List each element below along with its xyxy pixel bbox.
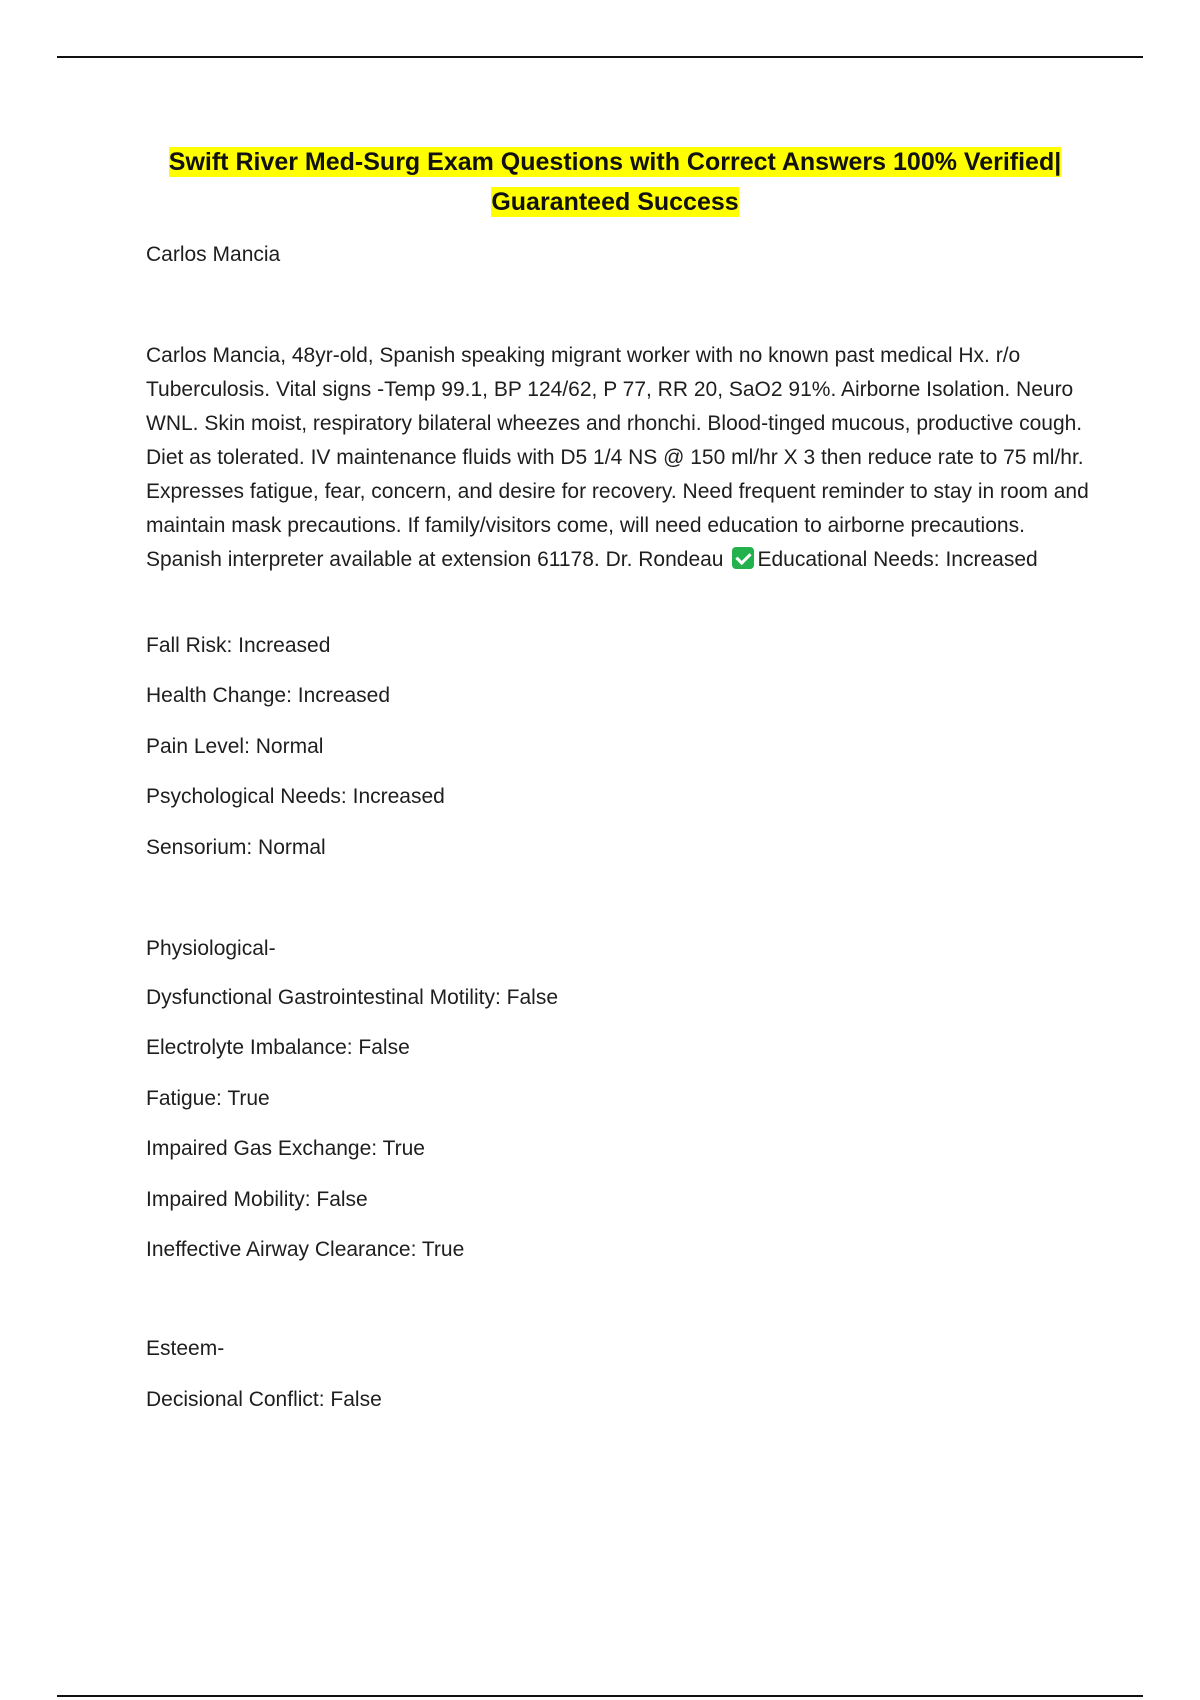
physiological-item: Ineffective Airway Clearance: True	[146, 1238, 465, 1261]
need-item: Psychological Needs: Increased	[146, 785, 445, 808]
physiological-item: Dysfunctional Gastrointestinal Motility: False	[146, 986, 558, 1009]
answer-educational-needs: Educational Needs: Increased	[757, 548, 1038, 571]
document-title	[120, 142, 1110, 222]
green-check-icon	[732, 547, 754, 569]
patient-name: Carlos Mancia	[146, 243, 281, 266]
need-item: Pain Level: Normal	[146, 735, 324, 758]
title-line-2: Guaranteed Success	[491, 188, 739, 216]
case-description-text: Carlos Mancia, 48yr-old, Spanish speaking migrant worker with no known past medical Hx. r/o Tuberculosis. Vital signs -Temp 99.1, BP 124/62, P 77, RR 20, SaO2 91%. Airborne Isolation. Neuro WNL. Skin moist, respiratory bilateral wheezes and rhonchi. Blood-tinged mucous, productive cough. Diet as tolerated. IV maintenance fluids with D5 1/4 NS @ 150 ml/hr X 3 then reduce rate to 75 ml/hr. Expresses fatigue, fear, concern, and desire for recovery. Need frequent reminder to stay in room and maintain mask precautions. If family/visitors come, will need education to airborne precautions. Spanish interpreter available at extension 61178. Dr. Rondeau	[146, 344, 1089, 571]
top-rule	[57, 56, 1143, 58]
physiological-item: Impaired Mobility: False	[146, 1188, 368, 1211]
physiological-item: Impaired Gas Exchange: True	[146, 1137, 425, 1160]
case-description	[146, 339, 1106, 577]
bottom-rule	[57, 1695, 1143, 1697]
physiological-item: Electrolyte Imbalance: False	[146, 1036, 410, 1059]
esteem-heading: Esteem-	[146, 1337, 225, 1360]
title-line-1: Swift River Med-Surg Exam Questions with Correct Answers 100% Verified|	[168, 148, 1062, 176]
esteem-item: Decisional Conflict: False	[146, 1388, 382, 1411]
need-item: Health Change: Increased	[146, 684, 390, 707]
physiological-item: Fatigue: True	[146, 1087, 270, 1110]
need-item: Fall Risk: Increased	[146, 634, 331, 657]
physiological-heading: Physiological-	[146, 937, 276, 960]
need-item: Sensorium: Normal	[146, 836, 326, 859]
